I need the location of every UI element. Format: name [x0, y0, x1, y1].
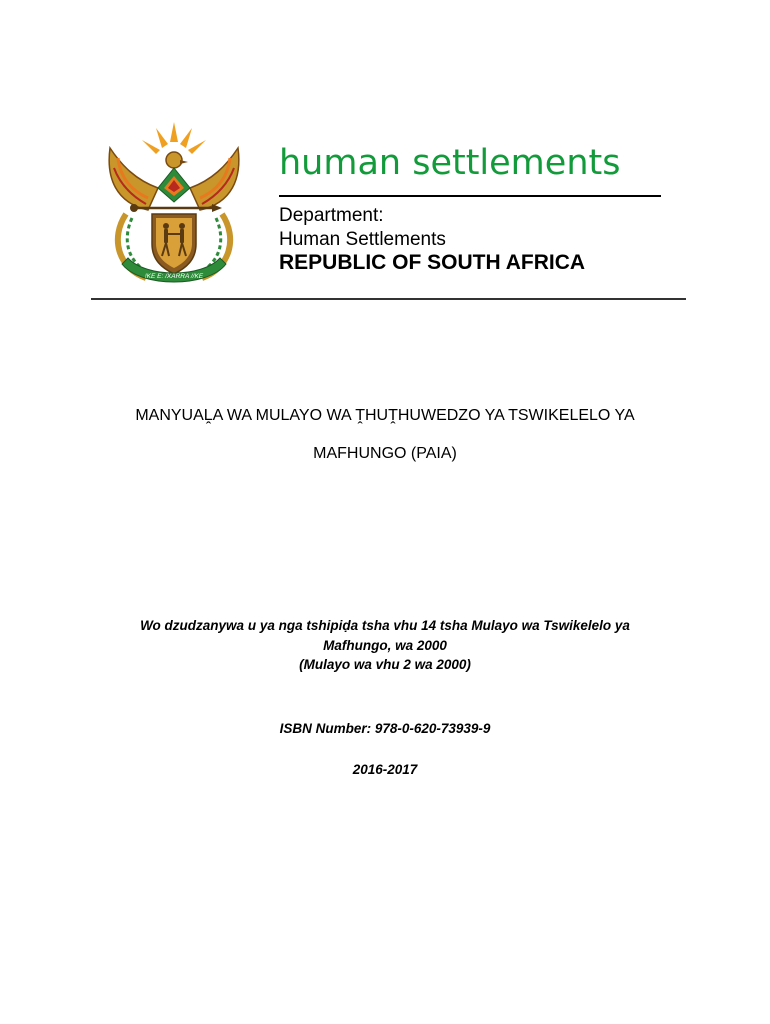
department-label: Department:	[279, 205, 384, 226]
legal-basis-line-1: Wo dzudzanywa u ya nga tshipiḍa tsha vhu 14 tsha Mulayo wa Tswikelelo ya	[140, 618, 630, 633]
document-title-line-2: MAFHUNGO (PAIA)	[313, 445, 457, 462]
motto-text: !KE E: /XARRA //KE	[144, 273, 204, 280]
department-name: Human Settlements	[279, 229, 446, 250]
left-wing	[109, 148, 158, 210]
legal-basis-line-2: Mafhungo, wa 2000	[323, 638, 447, 653]
document-title-line-1: MANYUAḼA WA MULAYO WA ṰHUṰHUWEDZO YA TSWIKELELO YA	[135, 407, 635, 424]
brand-divider	[279, 195, 661, 197]
header-divider	[91, 298, 686, 300]
brand-title: human settlements	[279, 143, 621, 183]
right-wing	[190, 148, 239, 210]
sun-rays	[142, 122, 206, 154]
publication-year: 2016-2017	[352, 762, 418, 777]
country-name: REPUBLIC OF SOUTH AFRICA	[279, 251, 586, 274]
coat-of-arms-logo	[96, 118, 252, 288]
isbn-number: ISBN Number: 978-0-620-73939-9	[279, 721, 491, 736]
legal-basis-line-3: (Mulayo wa vhu 2 wa 2000)	[299, 657, 471, 672]
